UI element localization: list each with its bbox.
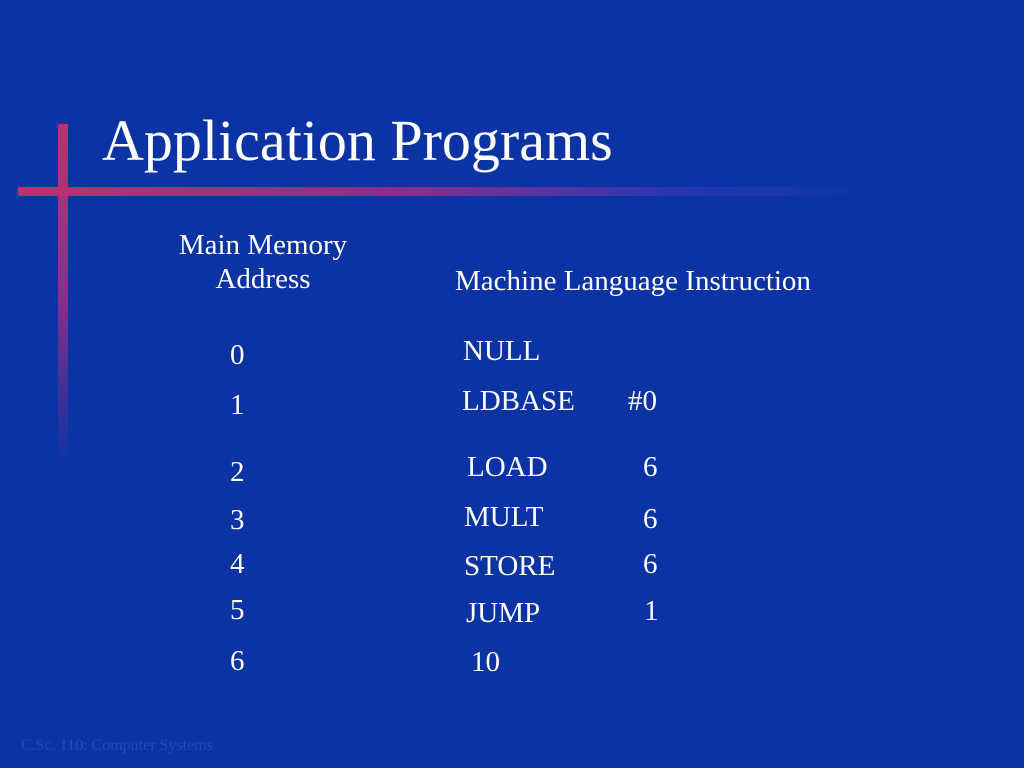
instruction-cell: JUMP xyxy=(466,597,541,629)
address-column-header xyxy=(143,228,383,296)
address-cell: 6 xyxy=(230,645,245,677)
instruction-cell: LDBASE xyxy=(462,385,575,417)
instruction-cell: LOAD xyxy=(467,451,548,483)
operand-cell: 6 xyxy=(643,451,658,483)
address-header-line1: Main Memory xyxy=(178,229,348,261)
address-cell: 2 xyxy=(230,456,245,488)
operand-cell: 6 xyxy=(643,548,658,580)
instruction-cell: MULT xyxy=(464,501,544,533)
address-header-line2: Address xyxy=(215,263,311,295)
operand-cell: #0 xyxy=(628,385,657,417)
instruction-cell: 10 xyxy=(471,646,500,678)
address-cell: 5 xyxy=(230,594,245,626)
slide-footer: C.Sc. 110: Computer Systems xyxy=(21,737,213,754)
operand-cell: 1 xyxy=(644,595,659,627)
decorative-vertical-line xyxy=(58,124,68,464)
instruction-column-header: Machine Language Instruction xyxy=(455,265,811,297)
address-cell: 1 xyxy=(230,389,245,421)
slide-title: Application Programs xyxy=(102,108,613,173)
address-cell: 0 xyxy=(230,339,245,371)
operand-cell: 6 xyxy=(643,503,658,535)
address-cell: 3 xyxy=(230,504,245,536)
address-cell: 4 xyxy=(230,548,245,580)
instruction-cell: STORE xyxy=(464,550,556,582)
decorative-horizontal-line xyxy=(18,187,864,196)
instruction-cell: NULL xyxy=(463,335,541,367)
